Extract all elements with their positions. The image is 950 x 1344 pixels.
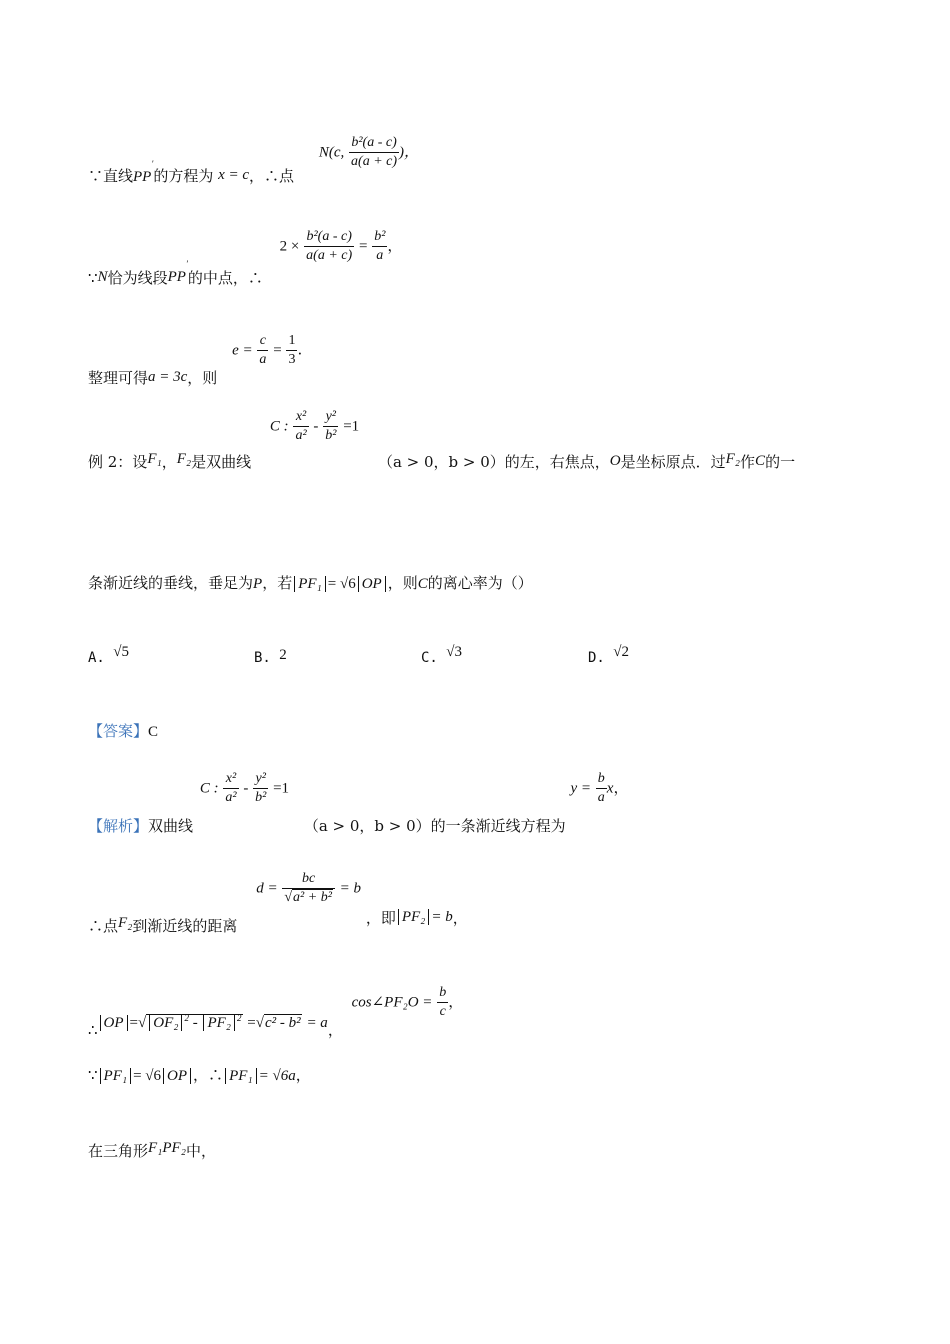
fraction: $\frac{\text{y²}}{\text{b²}}$ — [325, 409, 337, 443]
math: x — [606, 780, 614, 797]
math-pp: PP — [133, 168, 152, 185]
fraction: $\frac{\text{y²}}{\text{b²}}$ — [255, 771, 267, 805]
analysis-tag: 【解析】 — [88, 816, 149, 835]
fraction: $\frac{\text{b²(a - c)}}{a(a + c)}$ — [306, 229, 353, 263]
text: ，则 — [387, 574, 418, 592]
math: = — [247, 1014, 256, 1031]
math-c: C — [417, 576, 428, 592]
math: = √6 — [327, 576, 356, 592]
math-abs-op: OP — [163, 1068, 191, 1084]
text: 的一 — [765, 452, 796, 471]
answer-tag: 【答案】 — [88, 722, 149, 740]
math: d = — [256, 880, 278, 897]
text: ，若 — [262, 574, 293, 592]
math-f1: F₁ — [147, 450, 162, 467]
math-o: O — [609, 452, 621, 469]
math-abs-pf2: PF₂ — [398, 909, 430, 925]
math-abs-op: OP — [100, 1015, 128, 1031]
math-abs-pf1: PF₁ — [100, 1068, 132, 1084]
math-x-eq-c: x = c — [218, 166, 250, 183]
text: 是双曲线 — [191, 452, 252, 471]
fraction: $\frac{b}{a}$ — [597, 771, 605, 805]
math: e = — [232, 342, 253, 359]
text: 的离心率为（） — [427, 574, 533, 592]
example-label: 例 2：设 — [88, 452, 148, 471]
math: = √6a — [258, 1068, 296, 1084]
answer-line — [88, 724, 158, 740]
text: ，则 — [187, 368, 218, 387]
math: =1 — [273, 780, 290, 797]
math-abs-pf1: PF₁ — [294, 576, 326, 592]
math-f2: F₂ — [725, 450, 741, 467]
text: 双曲线 — [148, 816, 194, 835]
text: ∵ — [88, 1066, 98, 1084]
text: ∵直线 — [88, 166, 134, 185]
text: 的中点，∴ — [187, 268, 263, 287]
text: ， — [613, 778, 629, 797]
fraction: $\frac{\text{b²}}{a}$ — [374, 229, 386, 263]
fraction: $\frac{\text{x²}}{\text{a²}}$ — [225, 771, 237, 805]
math: = — [358, 238, 368, 255]
option-b[interactable]: B. 2 — [254, 647, 287, 666]
math: = — [129, 1014, 139, 1031]
math-triangle: F₁PF₂ — [148, 1140, 186, 1156]
math-pp: PP — [167, 268, 186, 285]
math: C : — [269, 418, 289, 435]
text: ，即 — [365, 908, 396, 927]
text: 作 — [740, 452, 756, 471]
analysis-line-2 — [88, 871, 468, 935]
math: =1 — [343, 418, 360, 435]
text: 中， — [185, 1142, 216, 1160]
text: ， — [448, 992, 464, 1011]
math: 2 × — [279, 238, 300, 255]
math-f2: F₂ — [176, 450, 192, 467]
text: ∴点 — [88, 916, 119, 935]
text: 的方程为 — [153, 166, 214, 185]
math: a = 3c — [148, 368, 188, 385]
text: 恰为线段 — [107, 268, 168, 287]
text: 在三角形 — [88, 1142, 149, 1160]
math: c² - b² — [265, 1014, 301, 1031]
math-point-n: N(c, — [318, 144, 345, 161]
text: ∵ — [88, 268, 98, 287]
math: = √6 — [133, 1068, 162, 1084]
text: 条渐近线的垂线，垂足为 — [88, 574, 254, 592]
fraction: $\frac{\text{b²(a - c)}}{a(a + c)}$ — [351, 135, 398, 169]
math: - — [243, 780, 249, 797]
math: y = — [570, 780, 591, 797]
fraction: $\frac{bc}{\text{√a² + b²}}$ — [282, 872, 335, 905]
text: . — [297, 340, 303, 359]
text: 到渐近线的距离 — [132, 916, 238, 935]
math-n: N — [97, 268, 108, 285]
text: 整理可得 — [88, 368, 149, 387]
math-c: C — [755, 452, 766, 469]
math: cos∠PF₂O = — [351, 994, 433, 1011]
math: = b — [431, 908, 453, 925]
text: ，∴ — [193, 1066, 224, 1084]
math-abs-op: OP — [358, 576, 386, 592]
analysis-line-5 — [88, 1140, 216, 1160]
text: （a > 0，b > 0）的一条渐近线方程为 — [303, 816, 566, 835]
analysis-line-3: ∴ OP =√ OF₂ $^2$ - PF₂ $^2$ =√c² - b² = a， cos∠PF₂O = $\frac{b}{c}$ ， — [88, 985, 464, 1039]
text: )， — [399, 144, 420, 161]
math: = — [273, 342, 282, 359]
text: ， — [161, 452, 177, 471]
text: 是坐标原点．过 — [620, 452, 726, 471]
math: - — [313, 418, 319, 435]
text: ∴ — [88, 1020, 98, 1039]
math: C : — [199, 780, 219, 797]
option-c[interactable]: C. √3 — [421, 644, 463, 666]
fraction: $\frac{1}{3}$ — [288, 333, 296, 367]
text: ， — [327, 1020, 343, 1039]
math-f2: F₂ — [118, 914, 133, 931]
fraction: $\frac{c}{a}$ — [259, 333, 267, 367]
example-2-question — [88, 409, 796, 471]
analysis-line-1 — [88, 771, 629, 835]
text: ，∴点 — [249, 166, 295, 185]
text: ， — [387, 236, 403, 255]
fraction: $\frac{b}{c}$ — [439, 985, 447, 1019]
math: = b — [339, 880, 362, 897]
math-abs-pf1: PF₁ — [225, 1068, 257, 1084]
option-d[interactable]: D. √2 — [588, 644, 630, 666]
answer-value: C — [148, 724, 159, 740]
analysis-line-4 — [88, 1068, 311, 1084]
math: = a — [306, 1014, 328, 1031]
example-2-question-cont — [88, 576, 533, 592]
derivation-line-1: ∵直线PP′的方程为 x = c，∴点 N(c, $\frac{\text{b²(a - c)}}{a(a + c)}$ )， — [88, 135, 420, 185]
option-a[interactable]: A. √5 — [88, 644, 130, 666]
math-abs-pf2: PF₂ — [203, 1015, 235, 1031]
math-abs-of2: OF₂ — [149, 1015, 182, 1031]
text: ， — [452, 908, 468, 927]
text: （a > 0，b > 0）的左，右焦点， — [377, 452, 610, 471]
fraction: $\frac{\text{x²}}{\text{a²}}$ — [295, 409, 307, 443]
math-p: P — [253, 576, 263, 592]
derivation-line-2: ∵N恰为线段PP′的中点，∴ 2 × $\frac{\text{b²(a - c)}}{a(a + c)}$ = $\frac{\text{b²}}{a}$ ， — [88, 229, 403, 287]
text: ， — [295, 1066, 311, 1084]
derivation-line-3 — [88, 333, 303, 387]
